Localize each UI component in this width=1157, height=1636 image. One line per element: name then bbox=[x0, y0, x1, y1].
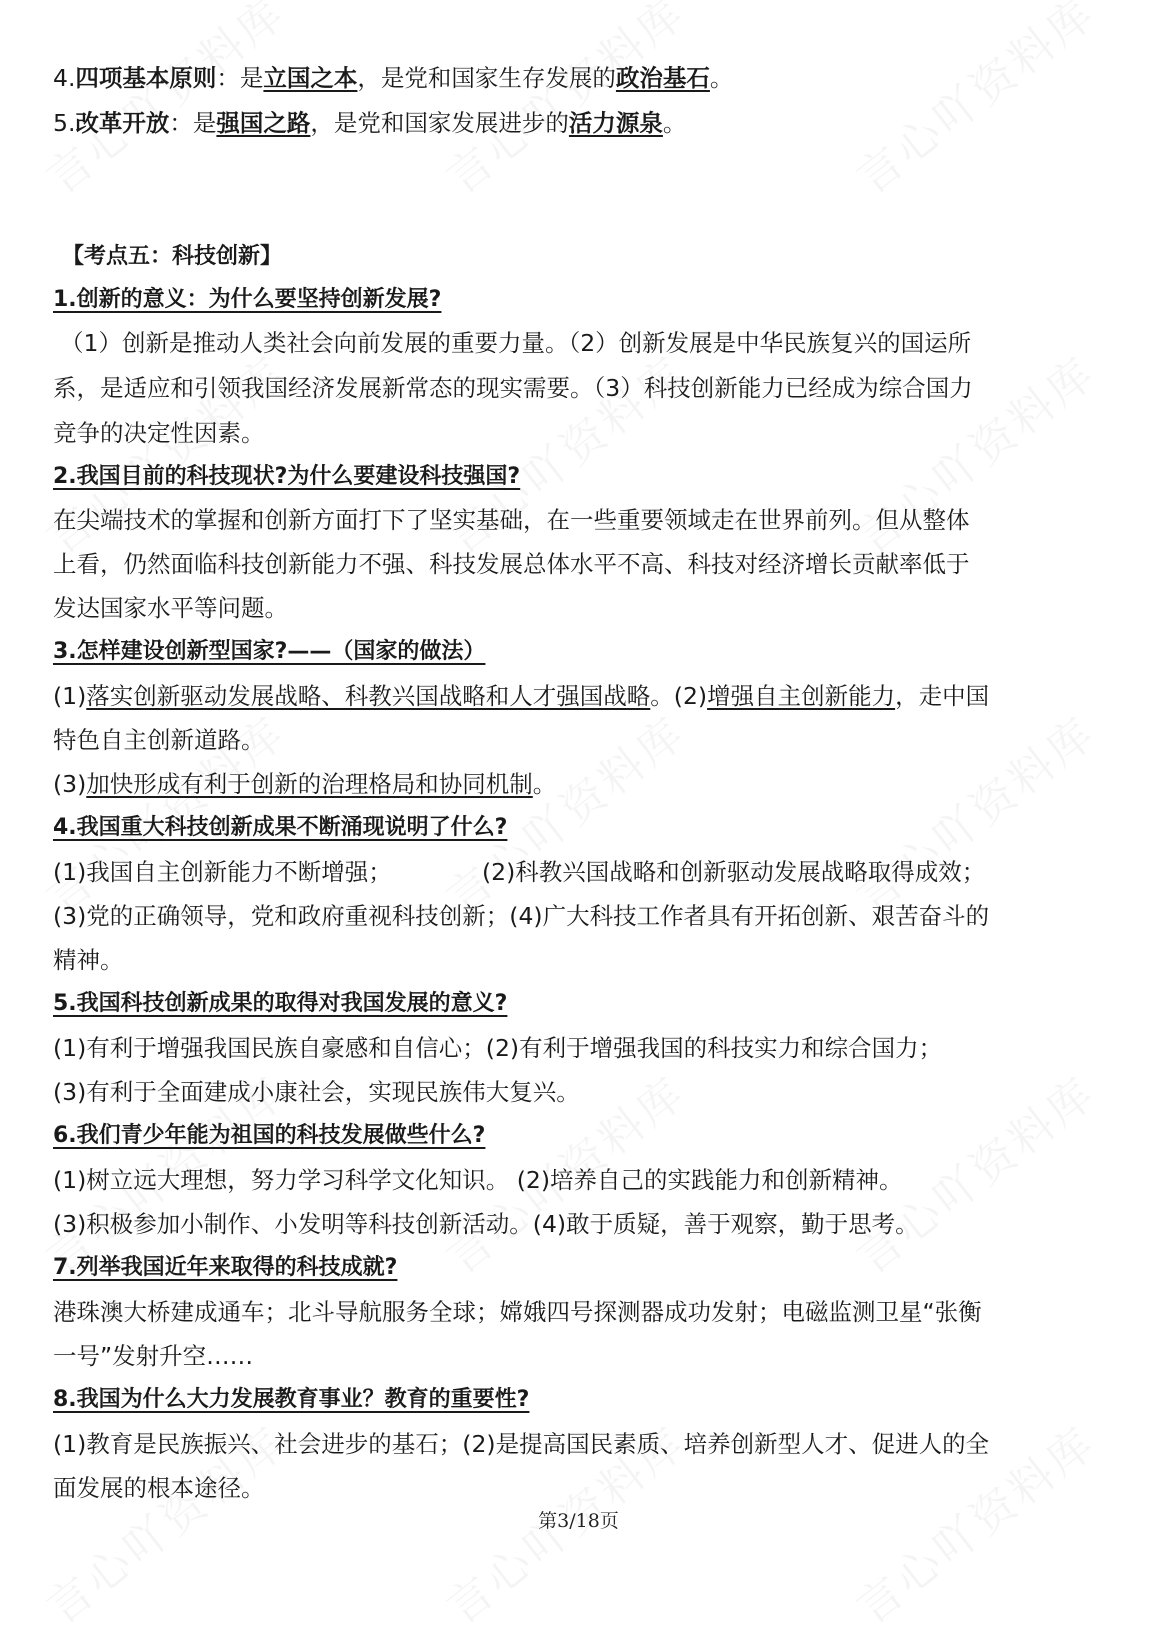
key-phrase: 强国之路 bbox=[216, 109, 311, 137]
answer-line: 在尖端技术的掌握和创新方面打下了坚实基础，在一些重要领域走在世界前列。但从整体 bbox=[53, 506, 970, 534]
answer-line: (1)教育是民族振兴、社会进步的基石；(2)是提高国民素质、培养创新型人才、促进人的全 bbox=[53, 1430, 990, 1458]
question-2-title: 2.我国目前的科技现状?为什么要建设科技强国? bbox=[53, 464, 521, 489]
answer-line: (1)有利于增强我国民族自豪感和自信心；(2)有利于增强我国的科技实力和综合国力； bbox=[53, 1034, 943, 1062]
section-title: 【考点五：科技创新】 bbox=[62, 244, 283, 269]
answer-line: (3)有利于全面建成小康社会，实现民族伟大复兴。 bbox=[53, 1078, 580, 1106]
answer-line: 精神。 bbox=[53, 946, 124, 974]
question-4-title: 4.我国重大科技创新成果不断涌现说明了什么? bbox=[53, 815, 508, 840]
answer-line: (2)科教兴国战略和创新驱动发展战略取得成效； bbox=[482, 858, 986, 886]
answer-line: (3)党的正确领导，党和政府重视科技创新；(4)广大科技工作者具有开拓创新、艰苦奋斗的 bbox=[53, 902, 990, 930]
key-phrase: 加快形成有利于创新的治理格局和协同机制 bbox=[86, 770, 533, 798]
key-phrase: 增强自主创新能力 bbox=[707, 682, 896, 710]
answer-line: 一号”发射升空…… bbox=[53, 1342, 254, 1370]
page-number: 第3/18页 bbox=[538, 1510, 619, 1532]
answer-line: (1)我国自主创新能力不断增强； bbox=[53, 858, 392, 886]
answer-line: 港珠澳大桥建成通车；北斗导航服务全球；嫦娥四号探测器成功发射；电磁监测卫星“张衡 bbox=[53, 1298, 982, 1326]
key-phrase: 政治基石 bbox=[615, 64, 710, 92]
answer-line: 发达国家水平等问题。 bbox=[53, 594, 288, 622]
answer-line: 特色自主创新道路。 bbox=[53, 726, 265, 754]
question-5-title: 5.我国科技创新成果的取得对我国发展的意义? bbox=[53, 991, 508, 1016]
point-label: 四项基本原则 bbox=[75, 64, 217, 92]
answer-line: 系，是适应和引领我国经济发展新常态的现实需要。（3）科技创新能力已经成为综合国力 bbox=[53, 374, 973, 402]
key-phrase: 活力源泉 bbox=[568, 109, 663, 137]
point-5: 5.改革开放：是强国之路，是党和国家发展进步的活力源泉。 bbox=[53, 109, 687, 137]
answer-line: (1)树立远大理想，努力学习科学文化知识。 (2)培养自己的实践能力和创新精神。 bbox=[53, 1166, 903, 1194]
answer-line: (1)落实创新驱动发展战略、科教兴国战略和人才强国战略。(2)增强自主创新能力，走中国 bbox=[53, 682, 990, 710]
answer-line: (3)加快形成有利于创新的治理格局和协同机制。 bbox=[53, 770, 557, 798]
answer-line: (3)积极参加小制作、小发明等科技创新活动。(4)敢于质疑，善于观察，勤于思考。 bbox=[53, 1210, 919, 1238]
key-phrase: 落实创新驱动发展战略、科教兴国战略和人才强国战略 bbox=[86, 682, 651, 710]
answer-line: （1）创新是推动人类社会向前发展的重要力量。（2）创新发展是中华民族复兴的国运所 bbox=[60, 329, 972, 357]
question-7-title: 7.列举我国近年来取得的科技成就? bbox=[53, 1255, 398, 1280]
answer-line: 面发展的根本途径。 bbox=[53, 1474, 265, 1502]
key-phrase: 立国之本 bbox=[263, 64, 358, 92]
question-8-title: 8.我国为什么大力发展教育事业？教育的重要性? bbox=[53, 1387, 530, 1412]
point-label: 改革开放 bbox=[75, 109, 170, 137]
point-4: 4.四项基本原则：是立国之本，是党和国家生存发展的政治基石。 bbox=[53, 64, 734, 92]
answer-line: 上看，仍然面临科技创新能力不强、科技发展总体水平不高、科技对经济增长贡献率低于 bbox=[53, 550, 970, 578]
question-3-title: 3.怎样建设创新型国家?——（国家的做法） bbox=[53, 639, 486, 664]
question-6-title: 6.我们青少年能为祖国的科技发展做些什么? bbox=[53, 1123, 486, 1148]
question-1-title: 1.创新的意义：为什么要坚持创新发展? bbox=[53, 287, 442, 312]
answer-line: 竞争的决定性因素。 bbox=[53, 419, 265, 447]
